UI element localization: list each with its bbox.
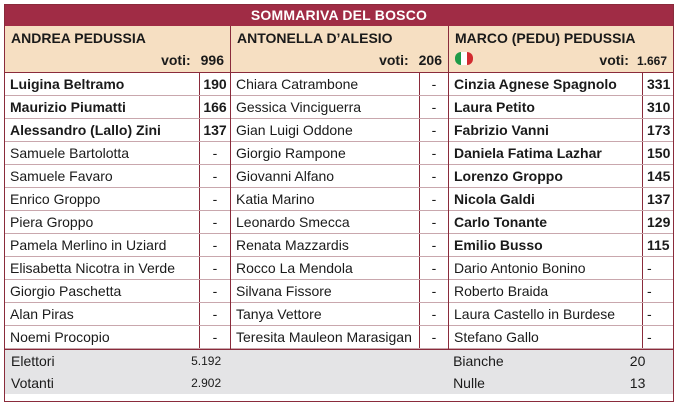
table-row [449, 188, 673, 211]
table-title: SOMMARIVA DEL BOSCO [5, 5, 673, 26]
table-row [5, 142, 230, 165]
nulle-label: Nulle [453, 375, 485, 391]
table-row [449, 73, 673, 96]
preference-votes: 331 [647, 76, 671, 92]
bianche-value: 20 [629, 353, 646, 369]
table-row [5, 96, 230, 119]
preference-name: Noemi Procopio [5, 326, 200, 348]
preference-votes: - [431, 283, 437, 299]
table-row [449, 211, 673, 234]
table-row [449, 165, 673, 188]
preference-votes: 115 [647, 237, 670, 253]
preference-votes: 145 [647, 168, 671, 184]
preference-votes: - [647, 306, 652, 322]
preference-name: Giorgio Paschetta [5, 280, 200, 302]
candidate-header-3 [449, 26, 673, 72]
table-row [231, 96, 448, 119]
table-row [231, 142, 448, 165]
preference-votes: - [431, 306, 437, 322]
candidate-header-1 [5, 26, 231, 72]
preference-name: Alessandro (Lallo) Zini [5, 119, 200, 141]
preference-votes: 137 [647, 191, 671, 207]
candidate-name: MARCO (PEDU) PEDUSSIA [455, 30, 636, 46]
table-row [449, 257, 673, 280]
preference-name: Laura Castello in Burdese [449, 303, 643, 325]
elettori-label: Elettori [11, 353, 55, 369]
table-row [449, 326, 673, 349]
preference-name: Fabrizio Vanni [449, 119, 643, 141]
table-row [231, 234, 448, 257]
preference-votes: 166 [203, 99, 227, 115]
preference-name: Emilio Busso [449, 234, 643, 256]
preference-name: Samuele Favaro [5, 165, 200, 187]
preference-votes: - [647, 260, 652, 276]
preference-name: Roberto Braida [449, 280, 643, 302]
preference-name: Nicola Galdi [449, 188, 643, 210]
candidates-header [5, 26, 673, 73]
preference-votes: - [212, 306, 218, 322]
table-row [5, 280, 230, 303]
table-row [231, 119, 448, 142]
table-row [5, 211, 230, 234]
preference-name: Giorgio Rampone [231, 142, 420, 164]
table-row [5, 234, 230, 257]
preferences-column-3 [449, 73, 673, 349]
preference-votes: - [431, 168, 437, 184]
preference-votes: 173 [647, 122, 671, 138]
preference-votes: 310 [647, 99, 671, 115]
table-row [5, 165, 230, 188]
preference-name: Tanya Vettore [231, 303, 420, 325]
preference-name: Gessica Vinciguerra [231, 96, 420, 118]
preference-name: Silvana Fissore [231, 280, 420, 302]
preference-name: Chiara Catrambone [231, 73, 420, 95]
preference-votes: - [212, 191, 218, 207]
preference-votes: - [431, 214, 437, 230]
preference-name: Piera Groppo [5, 211, 200, 233]
preference-name: Gian Luigi Oddone [231, 119, 420, 141]
candidate-name: ANDREA PEDUSSIA [11, 30, 146, 46]
table-row [449, 234, 673, 257]
table-row [449, 96, 673, 119]
preference-name: Alan Piras [5, 303, 200, 325]
preference-name: Daniela Fatima Lazhar [449, 142, 643, 164]
preference-votes: - [647, 329, 652, 345]
preference-name: Renata Mazzardis [231, 234, 420, 256]
table-row [5, 188, 230, 211]
preference-name: Rocco La Mendola [231, 257, 420, 279]
table-row [231, 73, 448, 96]
preference-votes: - [431, 99, 437, 115]
preference-votes: 150 [647, 145, 671, 161]
preference-votes: - [431, 260, 437, 276]
preference-votes: - [212, 145, 218, 161]
table-row [231, 303, 448, 326]
preference-name: Dario Antonio Bonino [449, 257, 643, 279]
italian-flag-icon [455, 52, 473, 65]
preference-name: Katia Marino [231, 188, 420, 210]
elettori-value: 5.192 [191, 354, 222, 368]
table-row [5, 257, 230, 280]
nulle-value: 13 [629, 375, 646, 391]
table-row [5, 73, 230, 96]
preference-name: Giovanni Alfano [231, 165, 420, 187]
candidate-votes: voti: 206 [379, 52, 442, 68]
table-row [449, 142, 673, 165]
results-table [4, 4, 674, 402]
preferences-body [5, 73, 673, 349]
preference-votes: 190 [203, 76, 227, 92]
preference-name: Cinzia Agnese Spagnolo [449, 73, 643, 95]
preference-name: Samuele Bartolotta [5, 142, 200, 164]
preference-votes: - [647, 283, 652, 299]
votanti-value: 2.902 [191, 376, 222, 390]
preference-votes: 129 [647, 214, 671, 230]
preference-name: Pamela Merlino in Uziard [5, 234, 200, 256]
candidate-votes: voti: 996 [161, 52, 224, 68]
preference-votes: - [212, 168, 218, 184]
preference-name: Lorenzo Groppo [449, 165, 643, 187]
votanti-label: Votanti [11, 375, 54, 391]
preference-votes: - [212, 237, 218, 253]
preference-name: Carlo Tonante [449, 211, 643, 233]
preferences-column-2 [231, 73, 449, 349]
turnout-footer [5, 349, 673, 394]
table-row [231, 188, 448, 211]
candidate-name: ANTONELLA D’ALESIO [237, 30, 393, 46]
preference-votes: - [212, 214, 218, 230]
preference-votes: - [431, 329, 437, 345]
preference-name: Maurizio Piumatti [5, 96, 200, 118]
preference-votes: - [212, 329, 218, 345]
table-row [5, 326, 230, 349]
bianche-label: Bianche [453, 353, 504, 369]
preference-votes: - [431, 76, 437, 92]
preference-name: Stefano Gallo [449, 326, 643, 348]
preference-votes: - [431, 237, 437, 253]
preference-name: Luigina Beltramo [5, 73, 200, 95]
preference-votes: - [212, 260, 218, 276]
table-row [231, 211, 448, 234]
preference-name: Teresita Mauleon Marasigan [231, 326, 420, 348]
preference-votes: - [431, 145, 437, 161]
table-row [231, 326, 448, 349]
candidate-header-2 [231, 26, 449, 72]
table-row [5, 303, 230, 326]
table-row [449, 303, 673, 326]
table-row [5, 119, 230, 142]
table-row [231, 280, 448, 303]
table-row [449, 280, 673, 303]
preference-name: Leonardo Smecca [231, 211, 420, 233]
preference-votes: - [212, 283, 218, 299]
table-row [231, 165, 448, 188]
preferences-column-1 [5, 73, 231, 349]
table-row [231, 257, 448, 280]
footer-row [5, 350, 673, 372]
table-row [449, 119, 673, 142]
preference-name: Enrico Groppo [5, 188, 200, 210]
footer-row [5, 372, 673, 394]
preference-votes: - [431, 122, 437, 138]
preference-name: Laura Petito [449, 96, 643, 118]
candidate-votes: voti: 1.667 [599, 52, 667, 68]
preference-name: Elisabetta Nicotra in Verde [5, 257, 200, 279]
preference-votes: - [431, 191, 437, 207]
preference-votes: 137 [203, 122, 227, 138]
